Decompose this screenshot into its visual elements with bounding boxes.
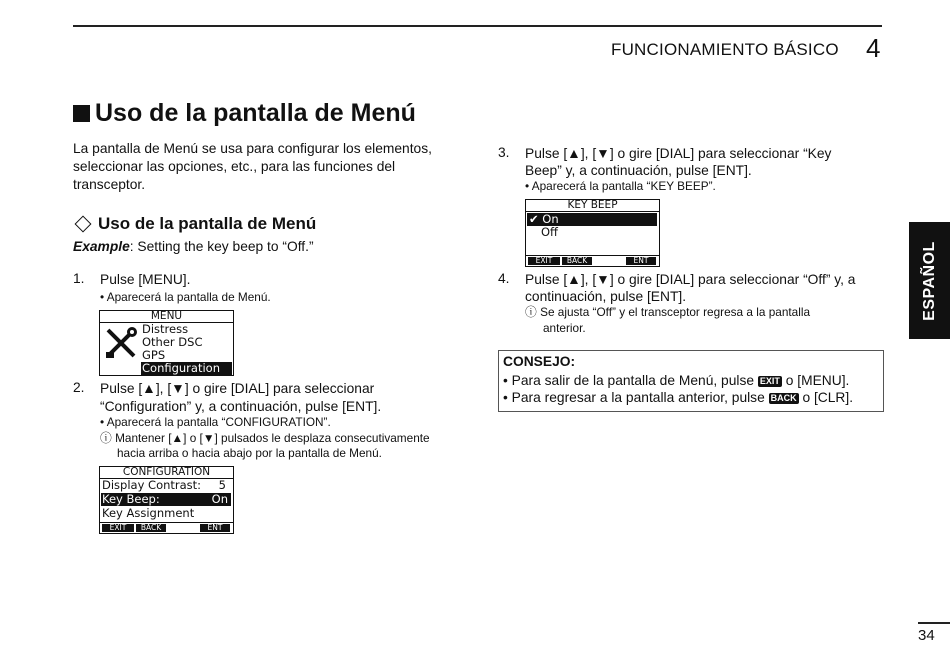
step-1-number: 1. bbox=[73, 271, 85, 286]
step-4-text-1: Pulse [▲], [▼] o gire [DIAL] para seleccionar “Off” y, a bbox=[525, 272, 856, 287]
step-2-info-2: hacia arriba o hacia abajo por la pantalla de Menú. bbox=[117, 446, 382, 460]
step-3-number: 3. bbox=[498, 145, 510, 160]
intro-text: La pantalla de Menú se usa para configurar los elementos, seleccionar las opciones, etc., para las funciones del transceptor. bbox=[73, 141, 432, 192]
config-row-key-assignment: Key Assignment bbox=[102, 506, 195, 520]
step-3-note: • Aparecerá la pantalla “KEY BEEP”. bbox=[525, 179, 716, 193]
square-bullet-icon bbox=[73, 105, 90, 122]
tip-title: CONSEJO: bbox=[503, 354, 576, 369]
page-number: 34 bbox=[918, 627, 935, 644]
lcd-config-title: CONFIGURATION bbox=[100, 467, 233, 479]
chapter-number: 4 bbox=[866, 33, 881, 63]
softkey-bar bbox=[100, 522, 233, 533]
tip-box bbox=[498, 350, 884, 412]
softkey-back: BACK bbox=[562, 257, 592, 265]
menu-item-gps: GPS bbox=[142, 348, 166, 362]
step-3-text-1: Pulse [▲], [▼] o gire [DIAL] para seleccionar “Key bbox=[525, 146, 832, 161]
step-2-info-1: ⓘ Mantener [▲] o [▼] pulsados le desplaza consecutivamente bbox=[100, 431, 430, 445]
lcd-configuration-screen bbox=[99, 466, 234, 534]
step-1-text: Pulse [MENU]. bbox=[100, 272, 191, 287]
step-4-text-2: continuación, pulse [ENT]. bbox=[525, 289, 687, 304]
step-2-number: 2. bbox=[73, 380, 85, 395]
step-1-note: • Aparecerá la pantalla de Menú. bbox=[100, 290, 271, 304]
config-row-display-contrast: Display Contrast: 5 bbox=[102, 478, 226, 492]
back-key-badge: BACK bbox=[770, 393, 797, 403]
step-2-note: • Aparecerá la pantalla “CONFIGURATION”. bbox=[100, 415, 331, 429]
menu-item-distress: Distress bbox=[142, 322, 189, 336]
menu-item-other-dsc: Other DSC bbox=[142, 335, 203, 349]
tools-icon bbox=[104, 326, 138, 360]
main-heading bbox=[73, 99, 416, 128]
softkey-back: BACK bbox=[136, 524, 166, 532]
lcd-menu-title: MENU bbox=[100, 311, 233, 323]
lcd-menu-screen bbox=[99, 310, 234, 376]
tip-line-1: • Para salir de la pantalla de Menú, pulse EXIT o [MENU]. bbox=[503, 373, 850, 388]
example-label: Example bbox=[73, 239, 130, 254]
top-rule bbox=[73, 25, 882, 27]
softkey-exit: EXIT bbox=[528, 257, 560, 265]
side-tab-label: ESPAÑOL bbox=[920, 240, 938, 321]
config-row-key-beep: Key Beep: On bbox=[101, 493, 231, 506]
step-4-info-2: anterior. bbox=[543, 321, 586, 335]
section-title: FUNCIONAMIENTO BÁSICO bbox=[611, 40, 839, 59]
step-4-info-1: ⓘ Se ajusta “Off” y el transceptor regresa a la pantalla bbox=[525, 305, 811, 319]
diamond-icon bbox=[75, 216, 92, 233]
lcd-keybeep-title: KEY BEEP bbox=[526, 200, 659, 212]
lcd-key-beep-screen bbox=[525, 199, 660, 267]
main-heading-text: Uso de la pantalla de Menú bbox=[95, 99, 416, 127]
step-2-text-1: Pulse [▲], [▼] o gire [DIAL] para seleccionar bbox=[100, 381, 375, 396]
menu-item-configuration: Configuration bbox=[141, 362, 232, 375]
tip-line-2: • Para regresar a la pantalla anterior, pulse BACK o [CLR]. bbox=[503, 390, 854, 405]
language-side-tab bbox=[909, 222, 950, 339]
example-line bbox=[73, 238, 314, 256]
softkey-ent: ENT bbox=[626, 257, 656, 265]
subheading bbox=[73, 214, 316, 234]
softkey-ent: ENT bbox=[200, 524, 230, 532]
keybeep-option-on: ✔ On bbox=[527, 213, 657, 226]
softkey-bar bbox=[526, 255, 659, 266]
footer-rule bbox=[918, 622, 950, 624]
subheading-text: Uso de la pantalla de Menú bbox=[98, 214, 317, 233]
step-2-text-2: “Configuration” y, a continuación, pulse [ENT]. bbox=[100, 399, 382, 414]
step-4-number: 4. bbox=[498, 271, 510, 286]
exit-key-badge: EXIT bbox=[759, 376, 780, 386]
example-text: : Setting the key beep to “Off.” bbox=[129, 239, 314, 254]
softkey-exit: EXIT bbox=[102, 524, 134, 532]
keybeep-option-off: Off bbox=[541, 225, 558, 239]
step-3-text-2: Beep” y, a continuación, pulse [ENT]. bbox=[525, 163, 752, 178]
